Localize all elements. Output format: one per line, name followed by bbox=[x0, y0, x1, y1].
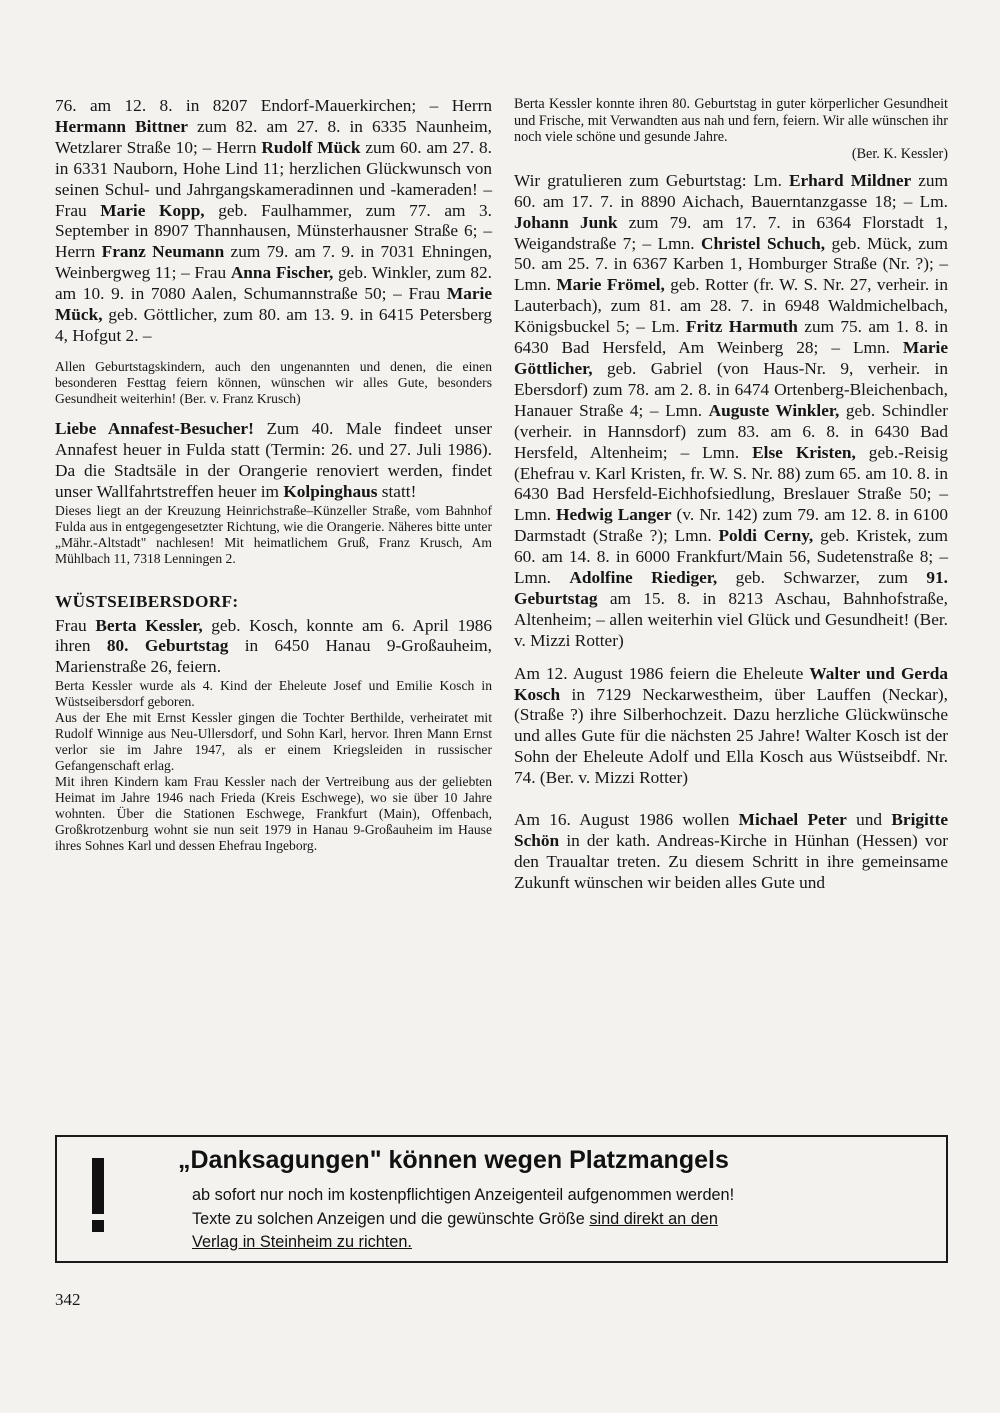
greeting-paragraph: Allen Geburtstagskindern, auch den ungenannten und denen, die einen besonderen Festtag feiern können, wünschen wir alles Gute, besonders Gesundheit weiterhin! (Ber. v. Franz Krusch) bbox=[55, 358, 492, 406]
silver-wedding-paragraph: Am 12. August 1986 feiern die Eheleute Walter und Gerda Kosch in 7129 Neckarwestheim, über Lauffen (Neckar), (Straße ?) ihre Silberhochzeit. Dazu herzliche Glückwünsche und alles Gute für die nächsten 25 Jahre! Walter Kosch ist der Sohn der Eheleute Adolf und Ella Kosch aus Wüstseibdf. Nr. 74. (Ber. v. Mizzi Rotter) bbox=[514, 663, 948, 788]
exclamation-icon bbox=[86, 1158, 116, 1233]
kessler-credit: (Ber. K. Kessler) bbox=[851, 146, 948, 163]
wedding-paragraph: Am 16. August 1986 wollen Michael Peter und Brigitte Schön in der kath. Andreas-Kirche in Hünhan (Hessen) vor den Traualtar treten. Zu diesem Schritt in ihre gemeinsame Zukunft wünschen wir beiden alles Gute und bbox=[514, 810, 949, 892]
kessler-birthday-paragraph: Frau Berta Kessler, geb. Kosch, konnte am 6. April 1986 ihren 80. Geburtstag in 6450 Hanau 9-Großauheim, Marienstraße 26, feiern. bbox=[55, 615, 493, 677]
kessler-bio-paragraph-2: Aus der Ehe mit Ernst Kessler gingen die Tochter Berthilde, verheiratet mit Rudolf Winnige aus Neu-Ullersdorf, und Sohn Karl, hervor. Ihren Mann Ernst verlor sie im Jahre 1947, als er einem Kriegsleiden in russischer Gefangenschaft erlag. bbox=[55, 710, 492, 774]
page-number: 342 bbox=[55, 1290, 81, 1309]
kessler-wishes-paragraph: Berta Kessler konnte ihren 80. Geburtstag in guter körperlicher Gesundheit und Frische, mit Verwandten aus nah und fern, feiern. Wir alle wünschen ihr noch viele schöne und gesunde Jahre. bbox=[514, 96, 948, 146]
annafest-paragraph: Liebe Annafest-Besucher! Zum 40. Male findeet unser Annafest heuer in Fulda statt (Termin: 26. und 27. Juli 1986). Da die Stadtsäle in der Orangerie renoviert werden, findet unser Wallfahrtstreffen heuer im Kolpinghaus statt! bbox=[55, 418, 492, 501]
right-column bbox=[514, 96, 948, 894]
notice-line-3: Verlag in Steinheim zu richten. bbox=[192, 1233, 412, 1251]
notice-title: „Danksagungen" können wegen Platzmangels bbox=[178, 1146, 729, 1174]
annafest-directions-paragraph: Dieses liegt an der Kreuzung Heinrichstraße–Künzeller Straße, vom Bahnhof Fulda aus in entgegengesetzter Richtung, wie die Orangerie. Näheres bitte unter „Mähr.-Altstadt" nachlesen! Mit heimatlichem Gruß, Franz Krusch, Am Mühlbach 11, 7318 Lenningen 2. bbox=[55, 502, 492, 566]
congratulations-paragraph: Wir gratulieren zum Geburtstag: Lm. Erhard Mildner zum 60. am 17. 7. in 8890 Aichach, Bauerntanzgasse 18; – Lm. Johann Junk zum 79. am 17. 7. in 6364 Florstadt 1, Weigandstraße 7; – Lmn. Christel Schuch, geb. Mück, zum 50. am 25. 7. in 6367 Karben 1, Homburger Straße (Nr. ?); – Lmn. Marie Frömel, geb. Rotter (fr. W. S. Nr. 27, verheir. in Lauterbach), zum 81. am 28. 7. in 6948 Waldmichelbach, Königsbuckel 5; – Lm. Fritz Harmuth zum 75. am 1. 8. in 6430 Bad Hersfeld, Am Weinberg 28; – Lmn. Marie Göttlicher, geb. Gabriel (von Haus-Nr. 9, verheir. in Ebersdorf) zum 78. am 2. 8. in 6474 Ortenberg-Bleichenbach, Hanauer Straße 4; – Lmn. Auguste Winkler, geb. Schindler (verheir. in Hannsdorf) zum 83. am 6. 8. in 6430 Bad Hersfeld, Altenheim; – Lmn. Else Kristen, geb.-Reisig (Ehefrau v. Karl Kristen, fr. W. S. Nr. 88) zum 65. am 10. 8. in 6430 Bad Hersfeld-Eichhofsiedlung, Breslauer Straße 50; – Lmn. Hedwig Langer (v. Nr. 142) zum 79. am 12. 8. in 6100 Darmstadt (Straße ?); Lmn. Poldi Cerny, geb. Kristek, zum 60. am 14. 8. in 6000 Frankfurt/Main 56, Sudetenstraße 8; – Lmn. Adolfine Riediger, geb. Schwarzer, zum 91. Geburtstag am 15. 8. in 8213 Aschau, Bahnhofstraße, Altenheim; – allen weiterhin viel Glück und Gesundheit! (Ber. v. Mizzi Rotter) bbox=[514, 170, 949, 650]
kessler-bio-paragraph-3: Mit ihren Kindern kam Frau Kessler nach der Vertreibung aus der geliebten Heimat im Jahre 1946 nach Frieda (Kreis Eschwege), wo sie über 10 Jahre wohnten. Über die Stationen Eschwege, Frankfurt (Main), Offenbach, Großkrotzenburg wohnt sie nun seit 1979 in Hanau 9-Großauheim im Hause ihres Sohnes Karl und dessen Ehefrau Ingeborg. bbox=[55, 774, 492, 854]
section-heading: WÜSTSEIBERSDORF: bbox=[55, 591, 239, 611]
notice-line-1: ab sofort nur noch im kostenpflichtigen Anzeigenteil aufgenommen werden! bbox=[192, 1186, 735, 1204]
notice-line-2: Texte zu solchen Anzeigen und die gewünschte Größe sind direkt an den bbox=[192, 1210, 718, 1228]
birthday-list-paragraph: 76. am 12. 8. in 8207 Endorf-Mauerkirchen; – Herrn Hermann Bittner zum 82. am 27. 8. in 6335 Naunheim, Wetzlarer Straße 10; – Herrn Rudolf Mück zum 60. am 27. 8. in 6331 Nauborn, Hohe Lind 11; herzlichen Glückwunsch von seinen Schul- und Jahrgangskameradinnen und -kameraden! – Frau Marie Kopp, geb. Faulhammer, zum 77. am 3. September in 8907 Thannhausen, Münsterhausner Straße 6; – Herrn Franz Neumann zum 79. am 7. 9. in 7031 Ehningen, Weinbergweg 11; – Frau Anna Fischer, geb. Winkler, zum 82. am 10. 9. in 7080 Aalen, Schumannstraße 50; – Frau Marie Mück, geb. Göttlicher, zum 80. am 13. 9. in 6415 Petersberg 4, Hofgut 2. – bbox=[55, 96, 493, 345]
left-column bbox=[55, 96, 492, 854]
kessler-bio-paragraph-1: Berta Kessler wurde als 4. Kind der Eheleute Josef und Emilie Kosch in Wüstseibersdorf geboren. bbox=[55, 678, 492, 710]
